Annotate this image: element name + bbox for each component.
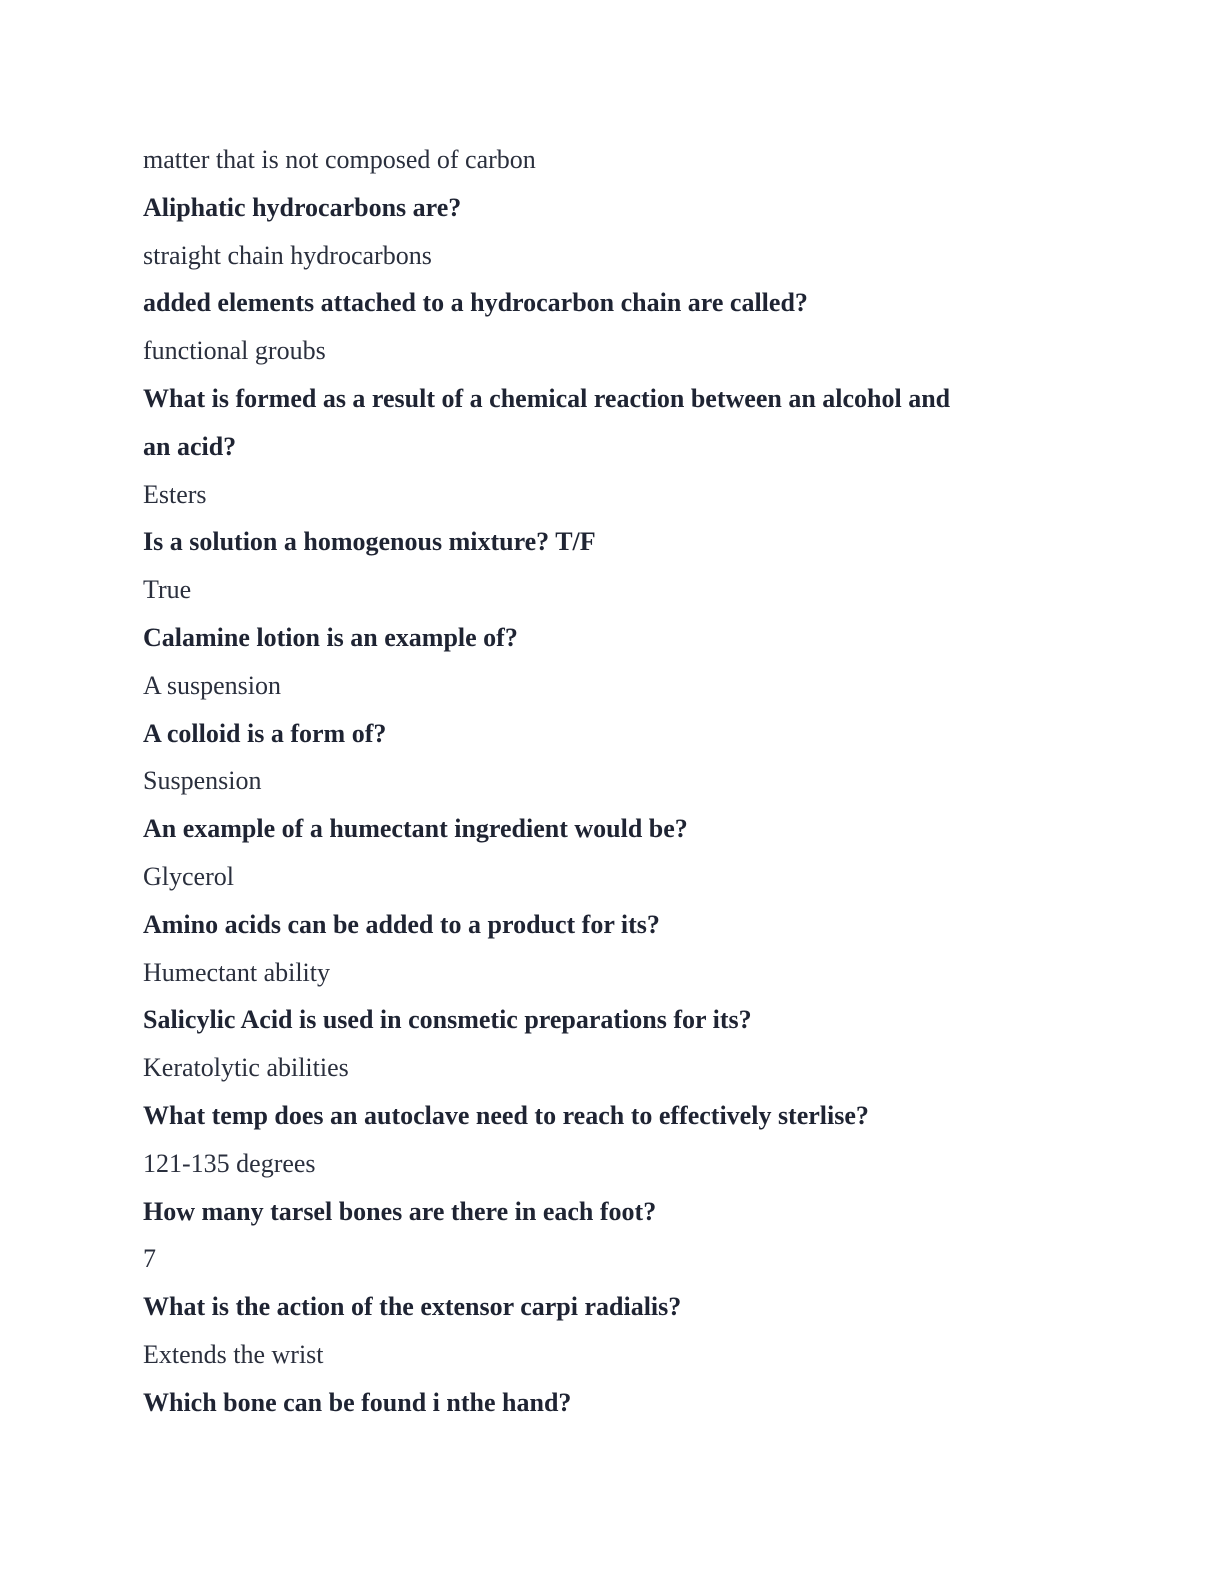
question-line: Aliphatic hydrocarbons are?	[143, 192, 462, 222]
question-line: What is the action of the extensor carpi radialis?	[143, 1292, 682, 1322]
question-line: added elements attached to a hydrocarbon chain are called?	[143, 288, 808, 318]
answer-line: Keratolytic abilities	[143, 1053, 349, 1083]
answer-line: A suspension	[143, 670, 281, 700]
question-line: Salicylic Acid is used in consmetic preparations for its?	[143, 1005, 752, 1035]
answer-line: Glycerol	[143, 861, 234, 891]
question-line: How many tarsel bones are there in each foot?	[143, 1196, 657, 1226]
answer-line: functional groubs	[143, 336, 326, 366]
answer-line: Humectant ability	[143, 957, 331, 987]
answer-line: True	[143, 575, 192, 605]
question-line: Is a solution a homogenous mixture? T/F	[143, 527, 596, 557]
question-line: A colloid is a form of?	[143, 718, 387, 748]
answer-line: Esters	[143, 479, 207, 509]
answer-line: 121-135 degrees	[143, 1148, 316, 1178]
question-line: Which bone can be found i nthe hand?	[143, 1387, 572, 1417]
question-line: Calamine lotion is an example of?	[143, 622, 518, 652]
qa-list	[143, 136, 1043, 1427]
question-line: What temp does an autoclave need to reach to effectively sterlise?	[143, 1100, 869, 1130]
answer-line: straight chain hydrocarbons	[143, 240, 432, 270]
answer-line: Extends the wrist	[143, 1339, 324, 1369]
question-line: an acid?	[143, 431, 237, 461]
answer-line: Suspension	[143, 766, 262, 796]
question-line: An example of a humectant ingredient would be?	[143, 814, 688, 844]
question-line: Amino acids can be added to a product for its?	[143, 909, 660, 939]
question-line: What is formed as a result of a chemical reaction between an alcohol and	[143, 383, 951, 413]
answer-line: 7	[143, 1244, 156, 1274]
answer-line: matter that is not composed of carbon	[143, 145, 536, 174]
